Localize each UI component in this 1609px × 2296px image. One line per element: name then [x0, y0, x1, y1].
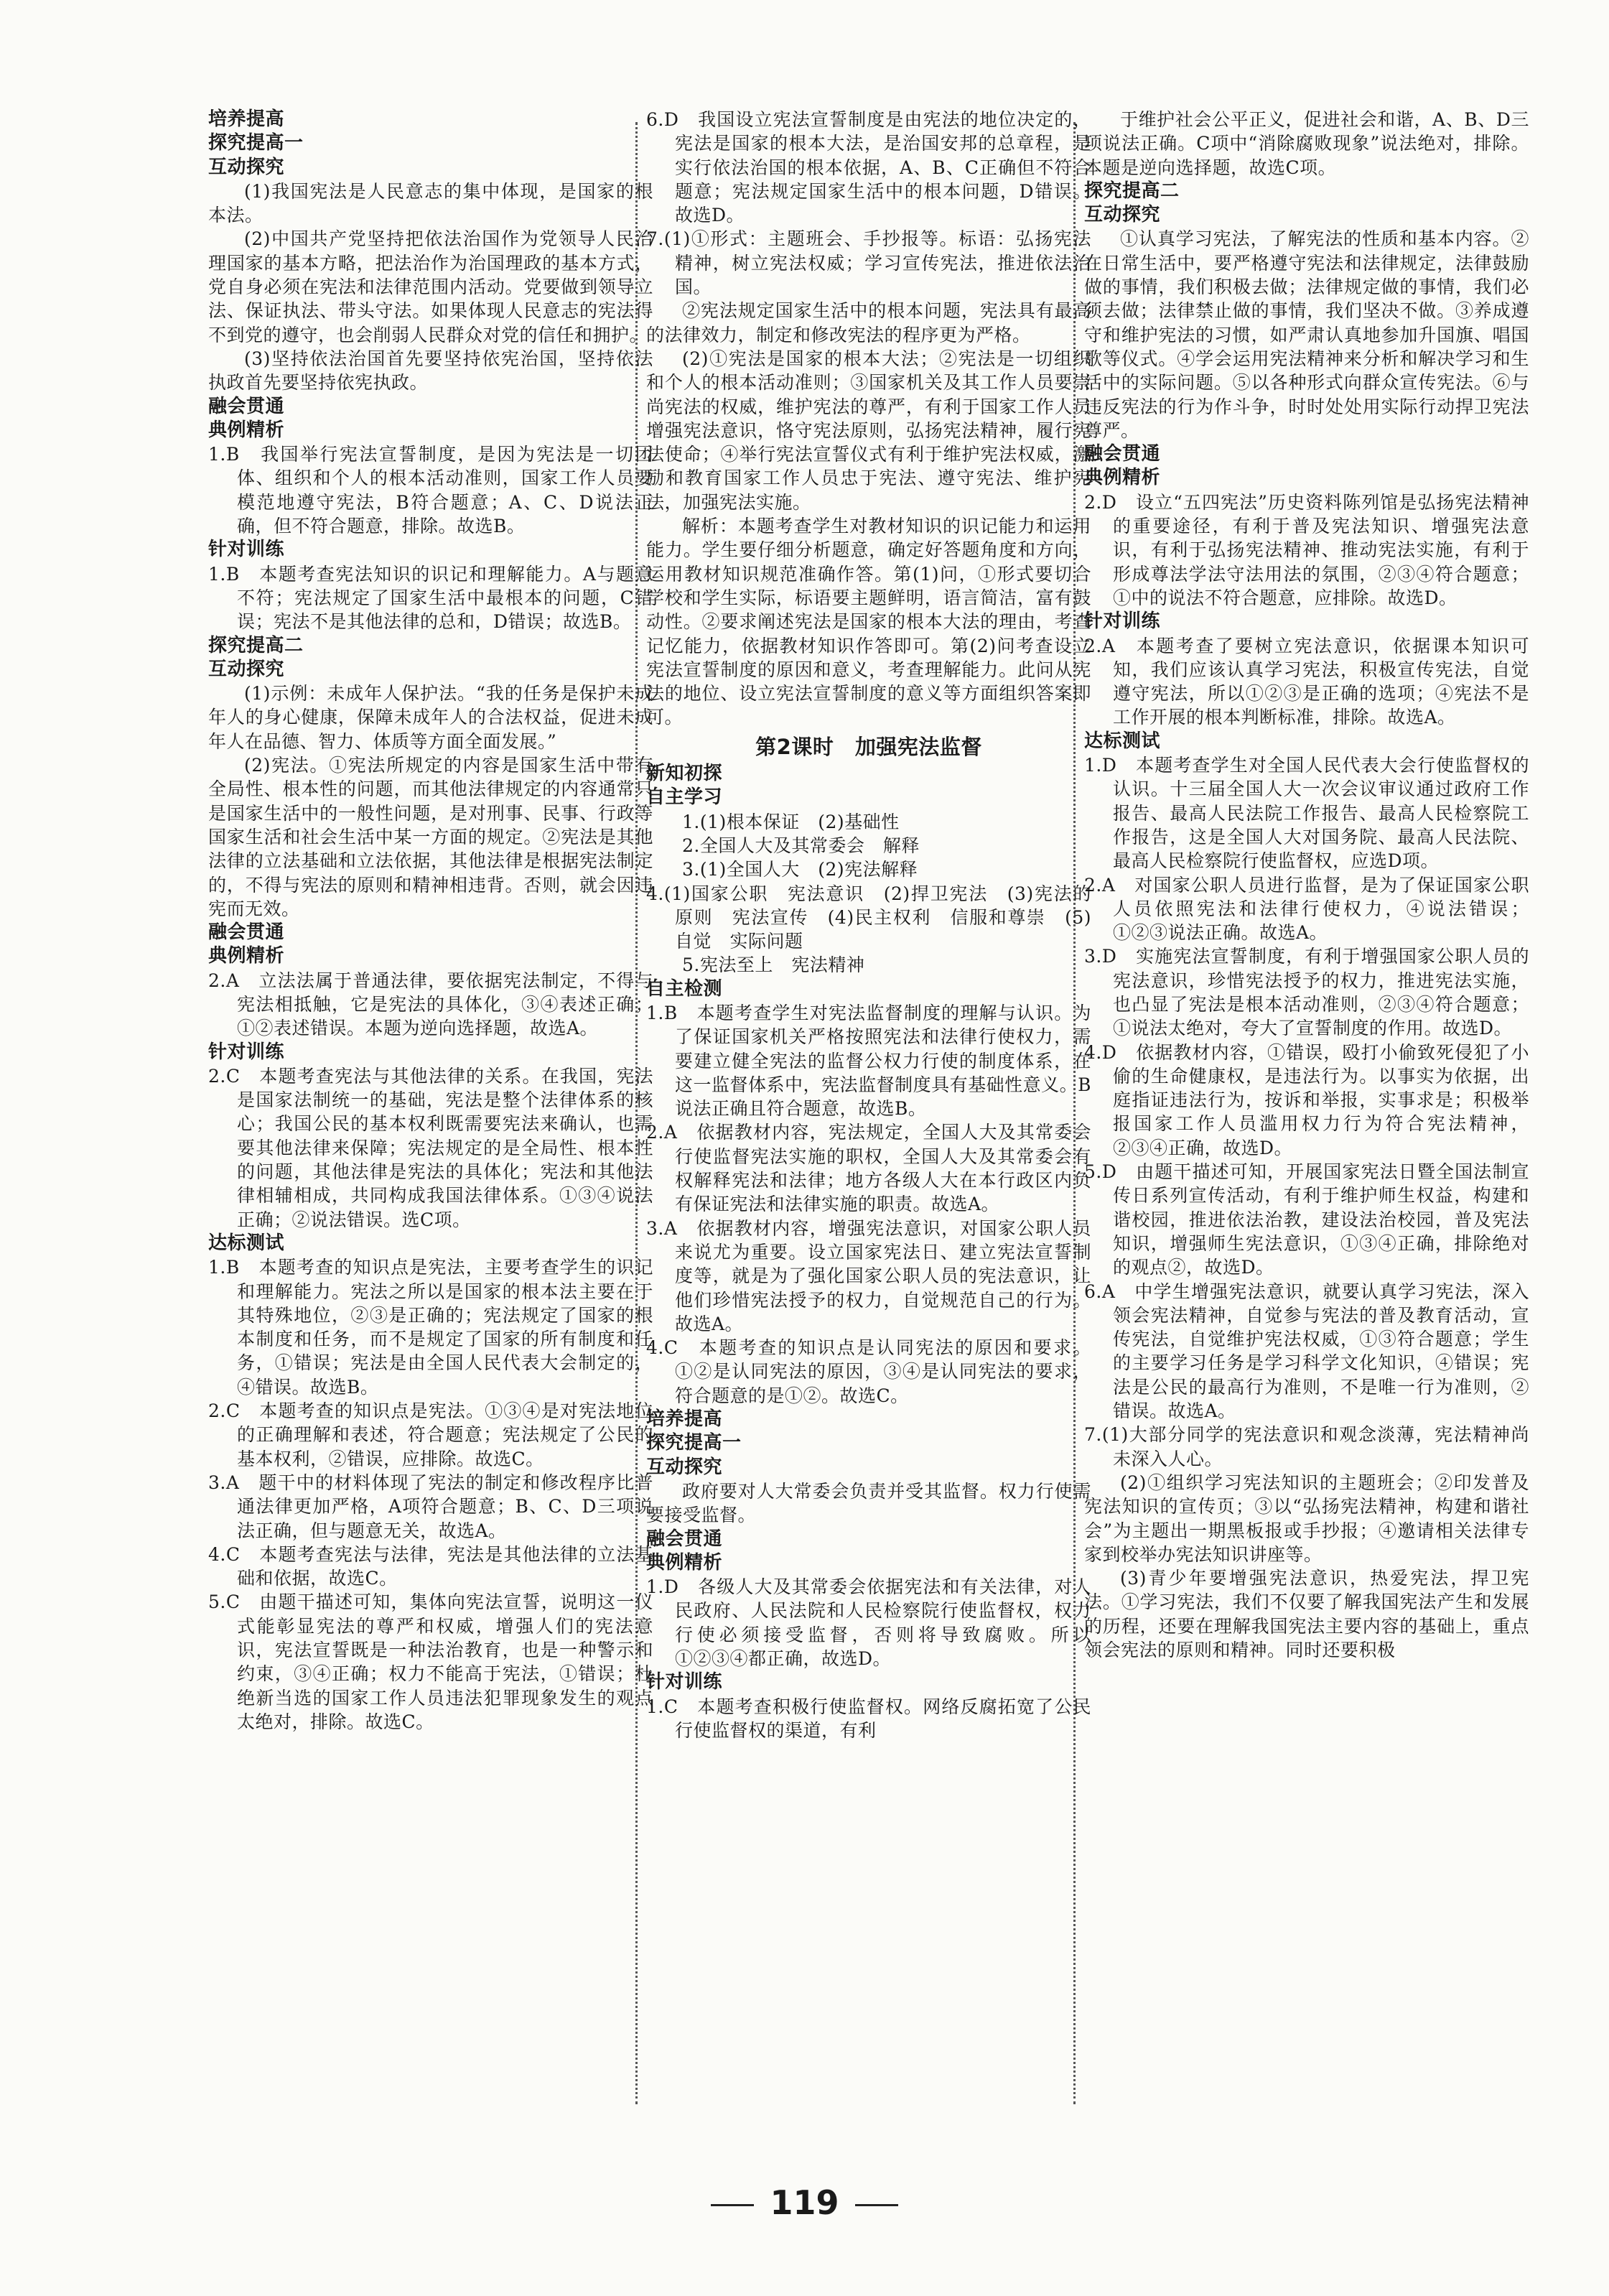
section-heading: 针对训练 [208, 1041, 285, 1063]
section-heading: 探究提高一 [646, 1432, 742, 1454]
section-heading: 探究提高二 [1084, 180, 1180, 202]
answer-item: 6.A 中学生增强宪法意识，就要认真学习宪法，深入领会宪法精神，自觉参与宪法的普及教育活动，宣传宪法，自觉维护宪法权威，①③符合题意；学生的主要学习任务是学习科学文化知识，④错误；宪法是公民的最高行为准则，不是唯一行为准则，②错误。故选A。 [1084, 1281, 1529, 1422]
section-heading: 针对训练 [1084, 610, 1161, 633]
answer-item: 3.A 题干中的材料体现了宪法的制定和修改程序比普通法律更加严格，A项符合题意；B、C、D三项说法正确，但与题意无关，故选A。 [208, 1472, 653, 1541]
answer-item: 1.D 各级人大及其常委会依据宪法和有关法律，对人民政府、人民法院和人民检察院行使监督权，权力行使必须接受监督，否则将导致腐败。所以①②③④都正确，故选D。 [646, 1576, 1091, 1669]
column-left [208, 108, 653, 1734]
paragraph: ①认真学习宪法，了解宪法的性质和基本内容。②在日常生活中，要严格遵守宪法和法律规定，法律鼓励做的事情，我们积极去做；法律规定做的事情，我们必须去做；法律禁止做的事情，我们坚决不做。③养成遵守和维护宪法的习惯，如严肃认真地参加升国旗、唱国歌等仪式。④学会运用宪法精神来分析和解决学习和生活中的实际问题。⑤以各种形式向群众宣传宪法。⑥与违反宪法的行为作斗争，时时处处用实际行动捍卫宪法尊严。 [1084, 228, 1529, 441]
answer-item: 1.C 本题考查积极行使监督权。网络反腐拓宽了公民行使监督权的渠道，有利 [646, 1696, 1091, 1741]
answer-item: 2.C 本题考查宪法与其他法律的关系。在我国，宪法是国家法制统一的基础，宪法是整个法律体系的核心；我国公民的基本权利既需要宪法来确认，也需要其他法律来保障；宪法规定的是全局性、根本性的问题，其他法律是宪法的具体化；宪法和其他法律相辅相成，共同构成我国法律体系。①③④说法正确；②说法错误。选C项。 [208, 1065, 653, 1230]
section-heading: 融会贯通 [208, 395, 285, 417]
paragraph: (2)宪法。①宪法所规定的内容是国家生活中带有全局性、根本性的问题，而其他法律规定的内容通常只是国家生活中的一般性问题，是对刑事、民事、行政等国家生活和社会生活中某一方面的规定。②宪法是其他法律的立法基础和立法依据，其他法律是根据宪法制定的，不得与宪法的原则和精神相违背。否则，就会因违宪而无效。 [208, 755, 653, 919]
section-heading: 培养提高 [208, 108, 285, 130]
section-heading: 融会贯通 [1084, 443, 1161, 465]
answer-item: 5.D 由题干描述可知，开展国家宪法日暨全国法制宣传日系列宣传活动，有利于维护师生权益，构建和谐校园，推进依法治教，建设法治校园，普及宪法知识，增强师生宪法意识，①③④正确，排除绝对的观点②，故选D。 [1084, 1161, 1529, 1278]
section-heading: 达标测试 [208, 1232, 285, 1254]
section-heading: 典例精析 [208, 419, 285, 441]
page-number-footer [0, 2183, 1609, 2222]
paragraph: (3)坚持依法治国首先要坚持依宪治国，坚持依法执政首先要坚持依宪执政。 [208, 348, 653, 394]
section-heading: 互动探究 [1084, 204, 1161, 226]
answer-item: 1.B 本题考查的知识点是宪法，主要考查学生的识记和理解能力。宪法之所以是国家的根本法主要在于其特殊地位，②③是正确的；宪法规定了国家的根本制度和任务，而不是规定了国家的所有制度和任务，①错误；宪法是由全国人民代表大会制定的，④错误。故选B。 [208, 1257, 653, 1398]
section-heading: 针对训练 [208, 539, 285, 561]
answer-item: 5.C 由题干描述可知，集体向宪法宣誓，说明这一仪式能彰显宪法的尊严和权威，增强人们的宪法意识，宪法宣誓既是一种法治教育，也是一种警示和约束，③④正确；权力不能高于宪法，①错误；杜绝新当选的国家工作人员违法犯罪现象发生的观点太绝对，排除。故选C。 [208, 1591, 653, 1732]
section-heading: 融会贯通 [208, 921, 285, 944]
paragraph: 解析：本题考查学生对教材知识的识记能力和运用能力。学生要仔细分析题意，确定好答题角度和方向，运用教材知识规范准确作答。第(1)问，①形式要切合学校和学生实际，标语要主题鲜明，语言简洁，富有鼓动性。②要求阐述宪法是国家的根本大法的理由，考查记忆能力，依据教材知识作答即可。第(2)问考查设立宪法宣誓制度的原因和意义，考查理解能力。此问从宪法的地位、设立宪法宣誓制度的意义等方面组织答案即可。 [646, 516, 1091, 728]
answer-item: 7.(1)①形式：主题班会、手抄报等。标语：弘扬宪法精神，树立宪法权威；学习宣传宪法，推进依法治国。 [646, 228, 1091, 298]
footer-dash-left [711, 2204, 754, 2206]
section-heading: 探究提高一 [208, 132, 304, 154]
column-middle [646, 108, 1091, 1742]
paragraph: (2)①组织学习宪法知识的主题班会；②印发普及宪法知识的宣传页；③以“弘扬宪法精神，构建和谐社会”为主题出一期黑板报或手抄报；④邀请相关法律专家到校举办宪法知识讲座等。 [1084, 1472, 1529, 1565]
footer-dash-right [855, 2204, 898, 2206]
answer-item: 7.(1)大部分同学的宪法意识和观念淡薄，宪法精神尚未深入人心。 [1084, 1424, 1529, 1469]
section-heading: 典例精析 [646, 1551, 723, 1574]
answer-item: 1.B 本题考查学生对宪法监督制度的理解与认识。为了保证国家机关严格按照宪法和法律行使权力，需要建立健全宪法的监督公权力行使的制度体系，在这一监督体系中，宪法监督制度具有基础性意义。B说法正确且符合题意，故选B。 [646, 1002, 1091, 1120]
answer-item: 4.D 依据教材内容，①错误，殴打小偷致死侵犯了小偷的生命健康权，是违法行为。以事实为依据，出庭指证违法行为，按诉和举报，实事求是；积极举报国家工作人员滥用权力行为符合宪法精神，②③④正确，故选D。 [1084, 1041, 1529, 1158]
section-heading: 典例精析 [1084, 467, 1161, 489]
section-heading: 探究提高二 [208, 634, 304, 656]
paragraph: 政府要对人大常委会负责并受其监督。权力行使需要接受监督。 [646, 1480, 1091, 1526]
answer-item: 3.D 实施宪法宣誓制度，有利于增强国家公职人员的宪法意识，珍惜宪法授予的权力，推进宪法实施，也凸显了宪法是根本活动准则，②③④符合题意；①说法太绝对，夸大了宣誓制度的作用。故选D。 [1084, 946, 1529, 1039]
answer-item: 1.D 本题考查学生对全国人民代表大会行使监督权的认识。十三届全国人大一次会议审议通过政府工作报告、最高人民法院工作报告、最高人民检察院工作报告，这是全国人大对国务院、最高人民法院、最高人民检察院行使监督权，应选D项。 [1084, 755, 1529, 872]
answer-item: 1.B 本题考查宪法知识的识记和理解能力。A与题意不符；宪法规定了国家生活中最根本的问题，C错误；宪法不是其他法律的总和，D错误；故选B。 [208, 563, 653, 633]
paragraph: 2.全国人大及其常委会 解释 [682, 835, 920, 856]
paragraph: 1.(1)根本保证 (2)基础性 [682, 811, 900, 832]
answer-item: 2.A 对国家公职人员进行监督，是为了保证国家公职人员依照宪法和法律行使权力，④说法错误；①②③说法正确。故选A。 [1084, 874, 1529, 944]
section-heading: 互动探究 [208, 156, 285, 178]
section-heading: 融会贯通 [646, 1528, 723, 1550]
section-heading: 互动探究 [646, 1456, 723, 1478]
answer-item: 2.C 本题考查的知识点是宪法。①③④是对宪法地位的正确理解和表述，符合题意；宪法规定了公民的基本权利，②错误，应排除。故选C。 [208, 1400, 653, 1469]
answer-item: 3.A 依据教材内容，增强宪法意识，对国家公职人员来说尤为重要。设立国家宪法日、建立宪法宣誓制度等，就是为了强化国家公职人员的宪法意识，让他们珍惜宪法授予的权力，自觉规范自己的行为。故选A。 [646, 1217, 1091, 1334]
section-heading: 培养提高 [646, 1408, 723, 1431]
answer-item: 2.A 依据教材内容，宪法规定，全国人大及其常委会行使监督宪法实施的职权，全国人大及其常委会有权解释宪法和法律；地方各级人大在本行政区内负有保证宪法和法律实施的职责。故选A。 [646, 1122, 1091, 1215]
paragraph: 于维护社会公平正义，促进社会和谐，A、B、D三项说法正确。C项中“消除腐败现象”说法绝对，排除。本题是逆向选择题，故选C项。 [1084, 109, 1529, 178]
lesson-title: 第2课时 加强宪法监督 [755, 734, 982, 759]
paragraph: (2)①宪法是国家的根本大法；②宪法是一切组织和个人的根本活动准则；③国家机关及其工作人员要崇尚宪法的权威，维护宪法的尊严，有利于国家工作人员增强宪法意识，恪守宪法原则，弘扬宪法精神，履行宪法使命；④举行宪法宣誓仪式有利于维护宪法权威，激励和教育国家工作人员忠于宪法、遵守宪法、维护宪法，加强宪法实施。 [646, 348, 1091, 513]
paragraph: ②宪法规定国家生活中的根本问题，宪法具有最高的法律效力，制定和修改宪法的程序更为严格。 [646, 300, 1091, 345]
section-heading: 自主检测 [646, 977, 723, 1000]
section-heading: 自主学习 [646, 786, 723, 809]
section-heading: 针对训练 [646, 1671, 723, 1693]
paragraph: (1)示例：未成年人保护法。“我的任务是保护未成年人的身心健康，保障未成年人的合法权益，促进未成年人在品德、智力、体质等方面全面发展。” [208, 683, 653, 752]
answer-item: 2.A 本题考查了要树立宪法意识，依据课本知识可知，我们应该认真学习宪法，积极宣传宪法，自觉遵守宪法，所以①②③是正确的选项；④宪法不是工作开展的根本判断标准，排除。故选A。 [1084, 635, 1529, 728]
column-right [1084, 108, 1529, 1662]
answer-item: 4.(1)国家公职 宪法意识 (2)捍卫宪法 (3)宪法的原则 宪法宣传 (4)民主权利 信服和尊崇 (5)自觉 实际问题 [646, 883, 1091, 952]
paragraph: (1)我国宪法是人民意志的集中体现，是国家的根本法。 [208, 180, 653, 226]
paragraph: 3.(1)全国人大 (2)宪法解释 [682, 859, 918, 880]
section-heading: 典例精析 [208, 945, 285, 967]
paragraph: (3)青少年要增强宪法意识，热爱宪法，捍卫宪法。①学习宪法，我们不仅要了解我国宪法产生和发展的历程，还要在理解我国宪法主要内容的基础上，重点领会宪法的原则和精神。同时还要积极 [1084, 1568, 1529, 1660]
section-heading: 新知初探 [646, 763, 723, 785]
answer-item: 6.D 我国设立宪法宣誓制度是由宪法的地位决定的，宪法是国家的根本大法，是治国安邦的总章程，是实行依法治国的根本依据，A、B、C正确但不符合题意；宪法规定国家生活中的根本问题，D错误。故选D。 [646, 109, 1091, 226]
section-heading: 达标测试 [1084, 730, 1161, 752]
section-heading: 互动探究 [208, 658, 285, 680]
answer-item: 4.C 本题考查宪法与法律，宪法是其他法律的立法基础和依据，故选C。 [208, 1543, 653, 1589]
page-number: 119 [770, 2183, 839, 2222]
paragraph: (2)中国共产党坚持把依法治国作为党领导人民治理国家的基本方略，把法治作为治国理政的基本方式，党自身必须在宪法和法律范围内活动。党要做到领导立法、保证执法、带头守法。如果体现人民意志的宪法得不到党的遵守，也会削弱人民群众对党的信任和拥护。 [208, 228, 653, 345]
answer-item: 2.D 设立“五四宪法”历史资料陈列馆是弘扬宪法精神的重要途径，有利于普及宪法知识、增强宪法意识，有利于弘扬宪法精神、推动宪法实施，有利于形成尊法学法守法用法的氛围，②③④符合题意；①中的说法不符合题意，应排除。故选D。 [1084, 491, 1529, 608]
answer-item: 1.B 我国举行宪法宣誓制度，是因为宪法是一切团体、组织和个人的根本活动准则，国家工作人员要模范地遵守宪法，B符合题意；A、C、D说法正确，但不符合题意，排除。故选B。 [208, 444, 653, 537]
paragraph: 5.宪法至上 宪法精神 [682, 954, 865, 976]
answer-item: 2.A 立法法属于普通法律，要依据宪法制定，不得与宪法相抵触，它是宪法的具体化，③④表述正确；①②表述错误。本题为逆向选择题，故选A。 [208, 970, 653, 1039]
answer-item: 4.C 本题考查的知识点是认同宪法的原因和要求。①②是认同宪法的原因，③④是认同宪法的要求，符合题意的是①②。故选C。 [646, 1337, 1091, 1406]
